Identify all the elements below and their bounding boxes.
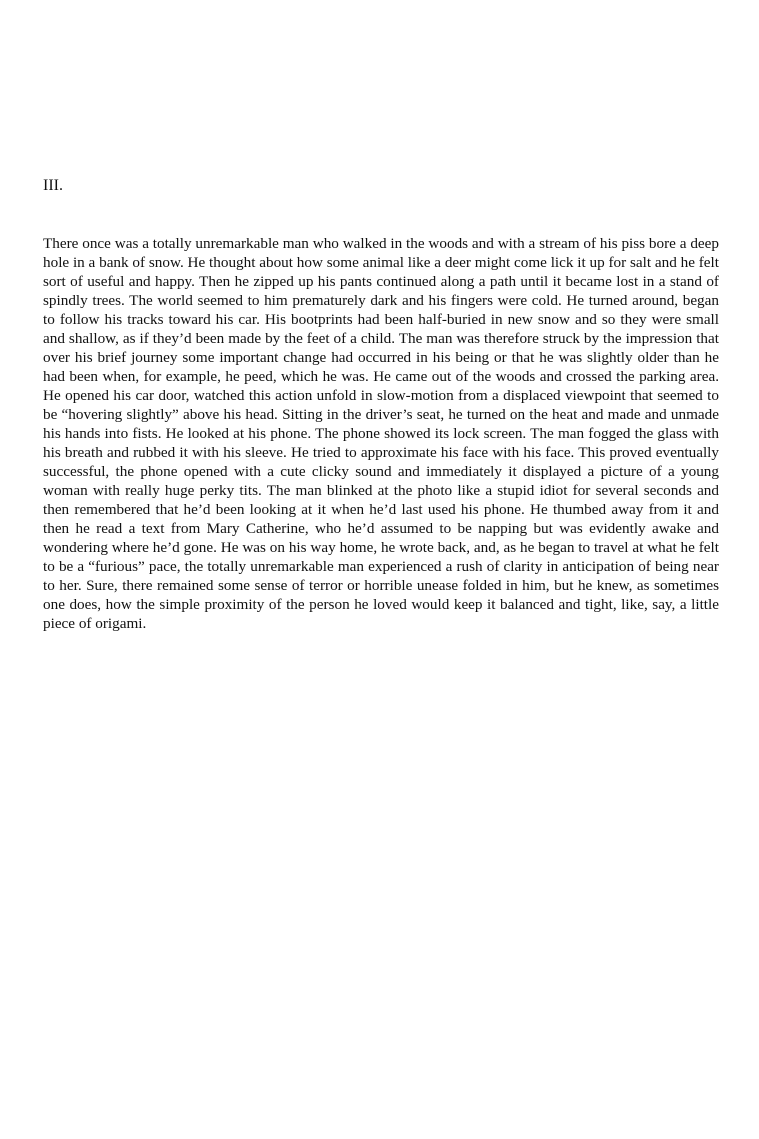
section-number: III. bbox=[43, 177, 63, 194]
story-paragraph: There once was a totally unremarkable man who walked in the woods and with a stream of his piss bore a deep hole in a bank of snow. He thought about how some animal like a deer might come lick it up for salt and he felt sort of useful and happy. Then he zipped up his pants continued along a path until it became lost in a stand of spindly trees. The world seemed to him prematurely dark and his fingers were cold. He turned around, began to follow his tracks toward his car. His bootprints had been half-buried in new snow and so they were small and shallow, as if they’d been made by the feet of a child. The man was therefore struck by the impression that over his brief journey some important change had occurred in his being or that he was slightly older than he had been when, for example, he peed, which he was. He came out of the woods and crossed the parking area. He opened his car door, watched this action unfold in slow-motion from a displaced viewpoint that seemed to be “hovering slightly” above his head. Sitting in the driver’s seat, he turned on the heat and made and unmade his hands into fists. He looked at his phone. The phone showed its lock screen. The man fogged the glass with his breath and rubbed it with his sleeve. He tried to approximate his face with his face. This proved eventually successful, the phone opened with a cute clicky sound and immediately it displayed a picture of a young woman with really huge perky tits. The man blinked at the photo like a stupid idiot for several seconds and then remembered that he’d been looking at it when he’d last used his phone. He thumbed away from it and then he read a text from Mary Catherine, who he’d assumed to be napping but was evidently awake and wondering where he’d gone. He was on his way home, he wrote back, and, as he began to travel at what he felt to be a “furious” pace, the totally unremarkable man experienced a rush of clarity in anticipation of being near to her. Sure, there remained some sense of terror or horrible unease folded in him, but he knew, as sometimes one does, how the simple proximity of the person he loved would keep it balanced and tight, like, say, a little piece of origami. bbox=[43, 235, 719, 632]
